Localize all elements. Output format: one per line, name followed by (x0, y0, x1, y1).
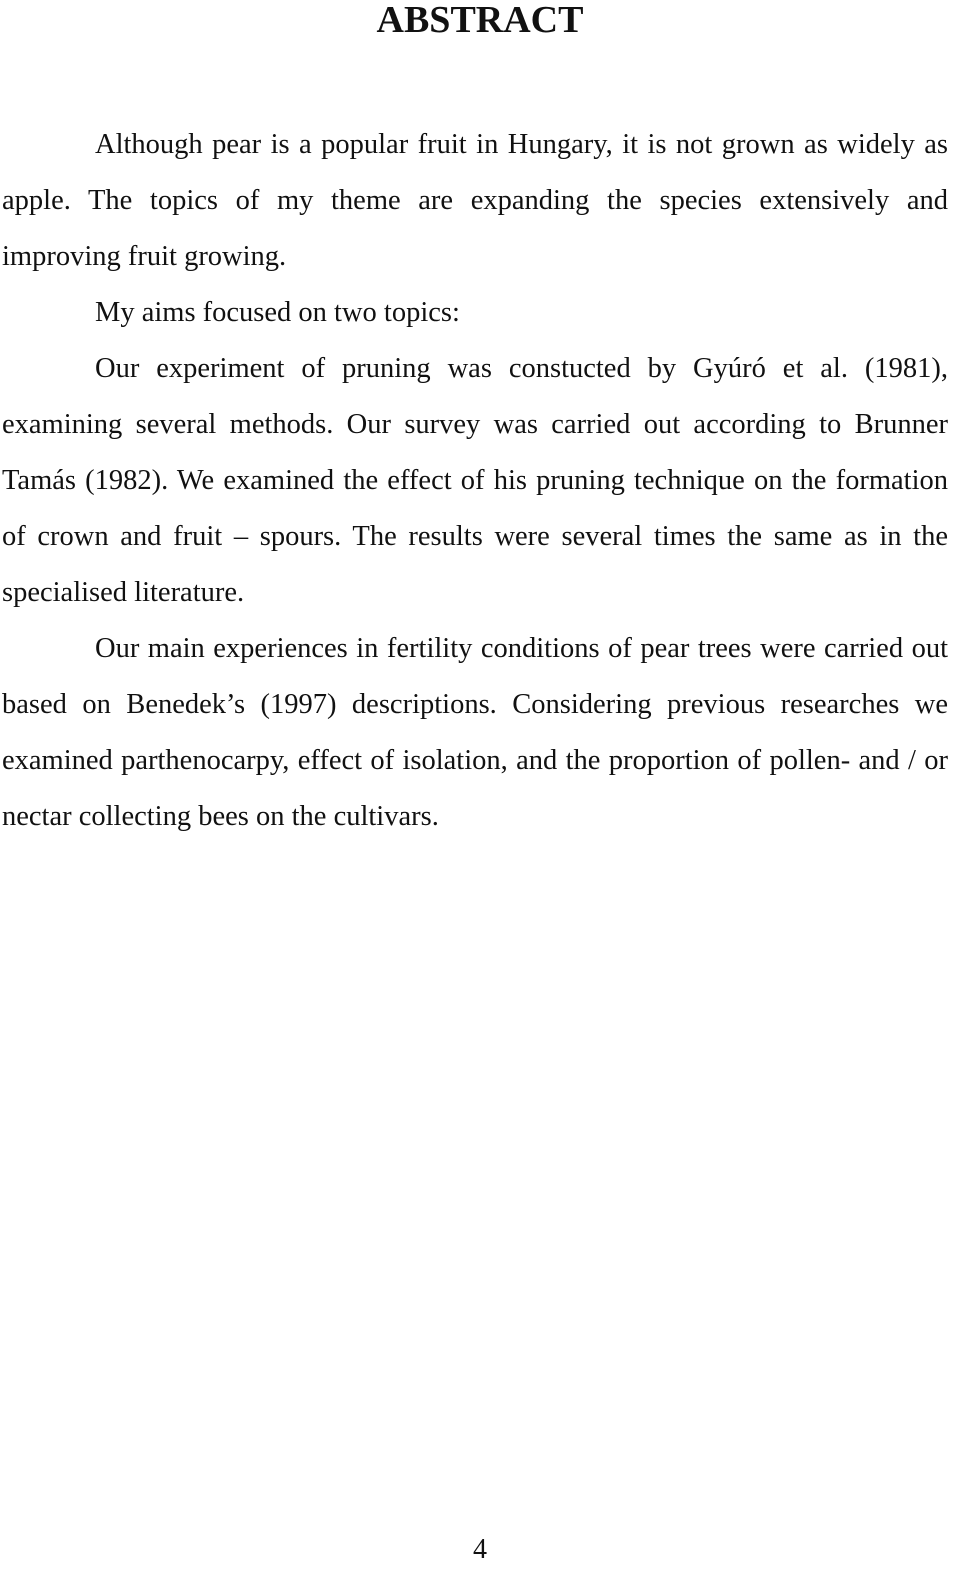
abstract-paragraph-3: Our experiment of pruning was constucted by Gyúró et al. (1981), examining several methods. Our survey was carried out according to Brunner Tamás (1982). We examined the effect of his pruning technique on the formation of crown and fruit – spours. The results were several times the same as in the specialised literature. (2, 353, 948, 608)
page-title: ABSTRACT (376, 0, 584, 41)
abstract-paragraph-2: My aims focused on two topics: (95, 297, 460, 328)
abstract-paragraph-1: Although pear is a popular fruit in Hungary, it is not grown as widely as apple. The topics of my theme are expanding the species extensively and improving fruit growing. (2, 129, 948, 272)
abstract-paragraph-4: Our main experiences in fertility conditions of pear trees were carried out based on Benedek’s (1997) descriptions. Considering previous researches we examined parthenocarpy, effect of isolation, and the proportion of pollen- and / or nectar collecting bees on the cultivars. (2, 633, 948, 832)
page-number: 4 (473, 1534, 487, 1565)
abstract-body (2, 117, 948, 845)
